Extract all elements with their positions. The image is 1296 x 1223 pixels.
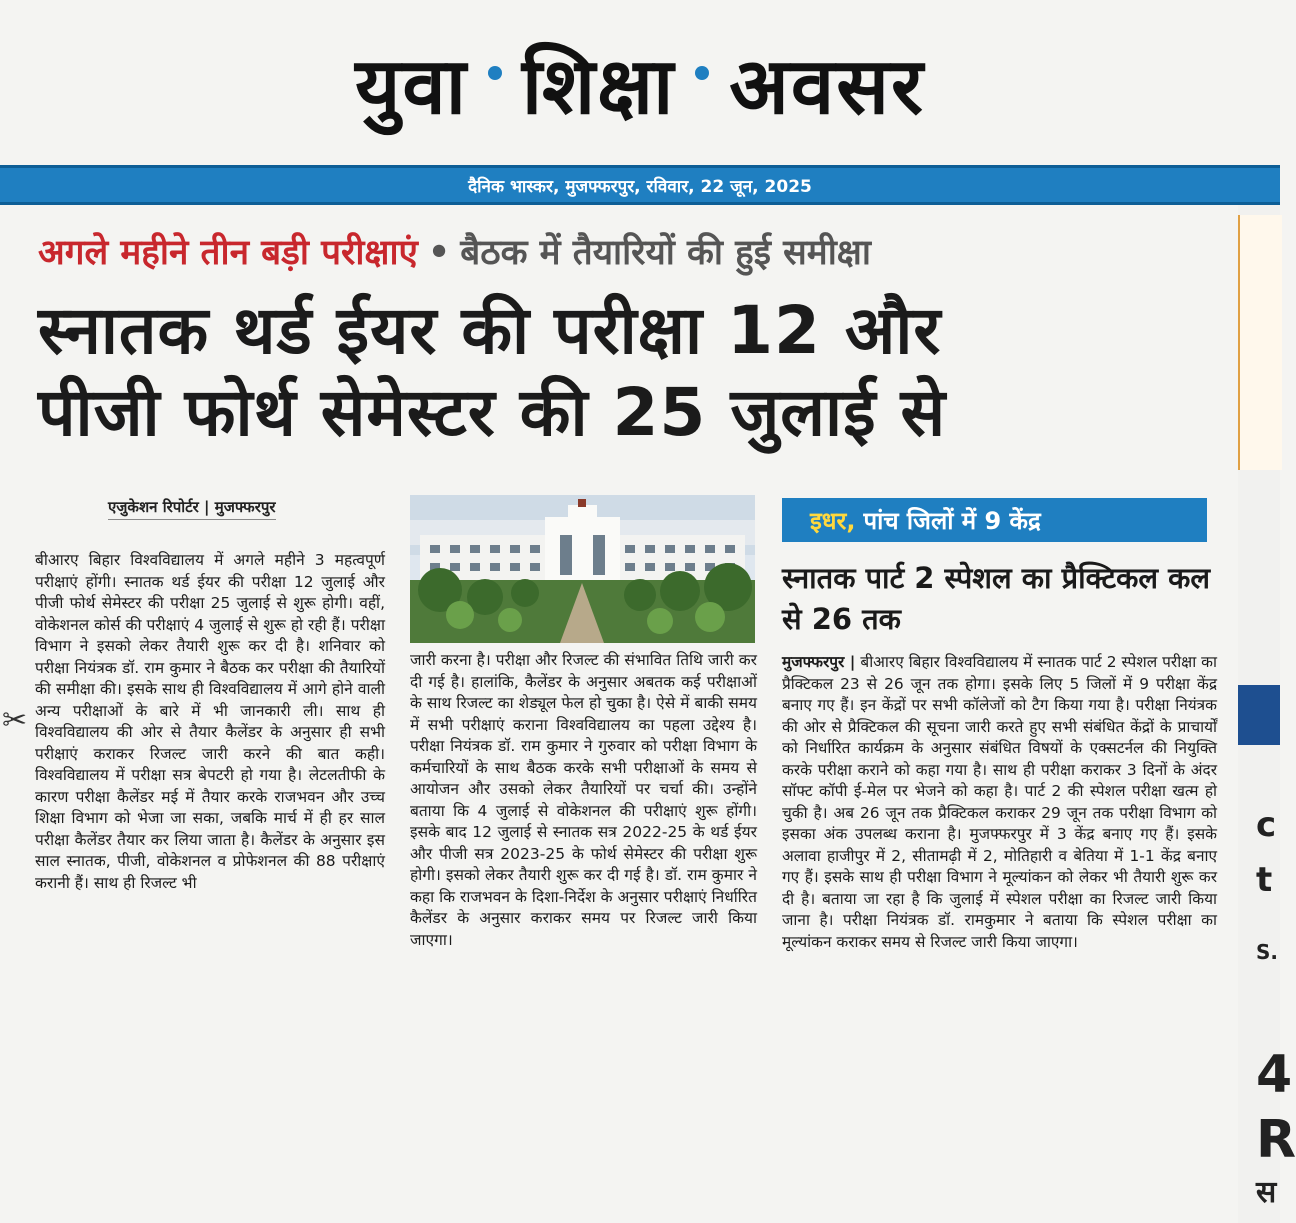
masthead-word-yuva: युवा	[355, 41, 468, 132]
masthead-dot	[695, 66, 709, 80]
byline: एजुकेशन रिपोर्टर | मुजफ्फरपुर	[108, 497, 276, 520]
edge-letter-r: R	[1256, 1110, 1296, 1170]
masthead-word-shiksha: शिक्षा	[521, 41, 676, 132]
university-photo	[410, 495, 755, 643]
story-column-2: जारी करना है। परीक्षा और रिजल्ट की संभावित तिथि जारी कर दी गई है। हालांकि, कैलेंडर के अनुसार अबतक कई परीक्षाओं के साथ रिजल्ट का शेड्यूल फेल हो चुका है। ऐसे में बाकी समय में सभी परीक्षाएं कराना विश्वविद्यालय का पहला उद्देश्य है। परीक्षा नियंत्रक डॉ. राम कुमार ने गुरुवार को परीक्षा विभाग के कर्मचारियों के साथ बैठक करके सभी परीक्षाओं के समय से आयोजन और उसको लेकर तैयारियों पर चर्चा की। उन्होंने बताया कि 4 जुलाई से वोकेशनल की परीक्षाएं शुरू होंगी। इसके बाद 12 जुलाई से स्नातक सत्र 2022-25 के थर्ड ईयर और पीजी सत्र 2023-25 के फोर्थ सेमेस्टर की परीक्षा शुरू होगी। इसको लेकर तैयारी शुरू कर दी गई है। डॉ. राम कुमार ने कहा कि राजभवन के दिशा-निर्देश के अनुसार परीक्षाएं निर्धारित कैलेंडर के अनुसार कराकर समय पर रिजल्ट जारी किया जाएगा।	[410, 651, 757, 949]
story-column-1: बीआरए बिहार विश्वविद्यालय में अगले महीने 3 महत्वपूर्ण परीक्षाएं होंगी। स्नातक थर्ड ईयर की परीक्षा 12 जुलाई और पीजी फोर्थ सेमेस्टर की परीक्षा 25 जुलाई से शुरू होगी। वहीं, वोकेशनल कोर्स की परीक्षाएं 4 जुलाई से शुरू हो रही हैं। परीक्षा विभाग ने इसको लेकर तैयारी शुरू कर दी है। शनिवार को परीक्षा नियंत्रक डॉ. राम कुमार ने बैठक कर परीक्षा की तैयारियों की समीक्षा की। इसके साथ ही विश्वविद्यालय में आगे होने वाली अन्य परीक्षाओं के बारे में भी जानकारी ली। साथ ही विश्वविद्यालय की ओर से तैयार कैलेंडर के अनुसार ही सभी परीक्षाएं कराकर रिजल्ट जारी करने की बात कही। विश्वविद्यालय में परीक्षा सत्र बेपटरी हो गया है। लेटलतीफी के कारण परीक्षा कैलेंडर मई में तैयार करके राजभवन और उच्च शिक्षा विभाग को भेजा जा सका, जबकि मार्च में ही हर साल परीक्षा कैलेंडर तैयार कर लिया जाता है। कैलेंडर के अनुसार इस साल स्नातक, पीजी, वोकेशनल व प्रोफेशनल की 88 परीक्षाएं करानी हैं। साथ ही रिजल्ट भी	[35, 551, 385, 892]
side-story-label	[782, 498, 1207, 542]
kicker-red: अगले महीने तीन बड़ी परीक्षाएं	[38, 233, 418, 273]
masthead-word-avsar: अवसर	[729, 41, 925, 132]
university-building-illustration	[410, 495, 755, 643]
headline-line-1: स्नातक थर्ड ईयर की परीक्षा 12 और	[38, 292, 942, 369]
headline-line-2: पीजी फोर्थ सेमेस्टर की 25 जुलाई से	[38, 374, 947, 451]
scissors-icon: ✂	[2, 703, 28, 738]
edge-digit-4: 4	[1256, 1045, 1293, 1105]
edge-letter-c: c	[1256, 805, 1277, 845]
side-label-highlight: इधर,	[810, 506, 856, 535]
dateline-bar	[0, 165, 1280, 205]
masthead-dot	[488, 66, 502, 80]
adjacent-story-edge	[1238, 205, 1296, 1223]
side-label-text: पांच जिलों में 9 केंद्र	[863, 506, 1041, 535]
side-story-text: बीआरए बिहार विश्वविद्यालय में स्नातक पार्ट 2 स्पेशल परीक्षा का प्रैक्टिकल 23 से 26 जून तक होगा। इसके लिए 5 जिलों में 9 परीक्षा केंद्र बनाए गए हैं। इन केंद्रों पर सभी कॉलेजों को टैग किया गया है। परीक्षा नियंत्रक की ओर से प्रैक्टिकल की सूचना जारी करते हुए सभी संबंधित केंद्रों के प्राचार्यों को निर्धारित कार्यक्रम के अनुसार संबंधित विषयों के एक्सटर्नल की नियुक्ति करके परीक्षा कराने को कहा गया है। साथ ही परीक्षा कराकर 3 दिनों के अंदर सॉफ्ट कॉपी ई-मेल पर भेजने को कहा है। पार्ट 2 की स्पेशल परीक्षा खत्म हो चुकी है। अब 26 जून तक प्रैक्टिकल कराकर 29 जून तक परीक्षा विभाग को इसका अंक उपलब्ध कराना है। मुजफ्फरपुर में 3 केंद्र बनाए गए हैं। इसके अलावा हाजीपुर में 2, सीतामढ़ी में 2, मोतिहारी व बेतिया में 1-1 केंद्र बनाए गए हैं। इसके साथ ही परीक्षा विभाग ने मूल्यांकन को लेकर भी तैयारी शुरू कर दी है। बताया जा रहा है कि जुलाई में स्पेशल परीक्षा का रिजल्ट जारी किया जाना है। परीक्षा नियंत्रक डॉ. रामकुमार ने बताया कि स्पेशल परीक्षा का मूल्यांकन कराकर समय से रिजल्ट जारी किया जाएगा।	[782, 653, 1217, 951]
side-story-dateline: मुजफ्फरपुर |	[782, 653, 856, 671]
masthead	[0, 0, 1280, 165]
main-headline	[38, 290, 1228, 454]
kicker-grey: बैठक में तैयारियों की हुई समीक्षा	[460, 233, 871, 273]
kicker	[38, 228, 871, 275]
kicker-separator: •	[427, 233, 451, 273]
edge-letter-s: S.	[1256, 940, 1279, 964]
adjacent-blue-band	[1238, 685, 1280, 745]
side-story-headline: स्नातक पार्ट 2 स्पेशल का प्रैक्टिकल कल से 26 तक	[782, 561, 1211, 636]
adjacent-ad-box	[1238, 215, 1282, 470]
dateline-text: दैनिक भास्कर, मुजफ्फरपुर, रविवार, 22 जून, 2025	[468, 176, 812, 197]
side-story-body	[782, 652, 1217, 953]
edge-letter-sa: स	[1256, 1175, 1277, 1210]
edge-letter-t: t	[1256, 860, 1273, 900]
